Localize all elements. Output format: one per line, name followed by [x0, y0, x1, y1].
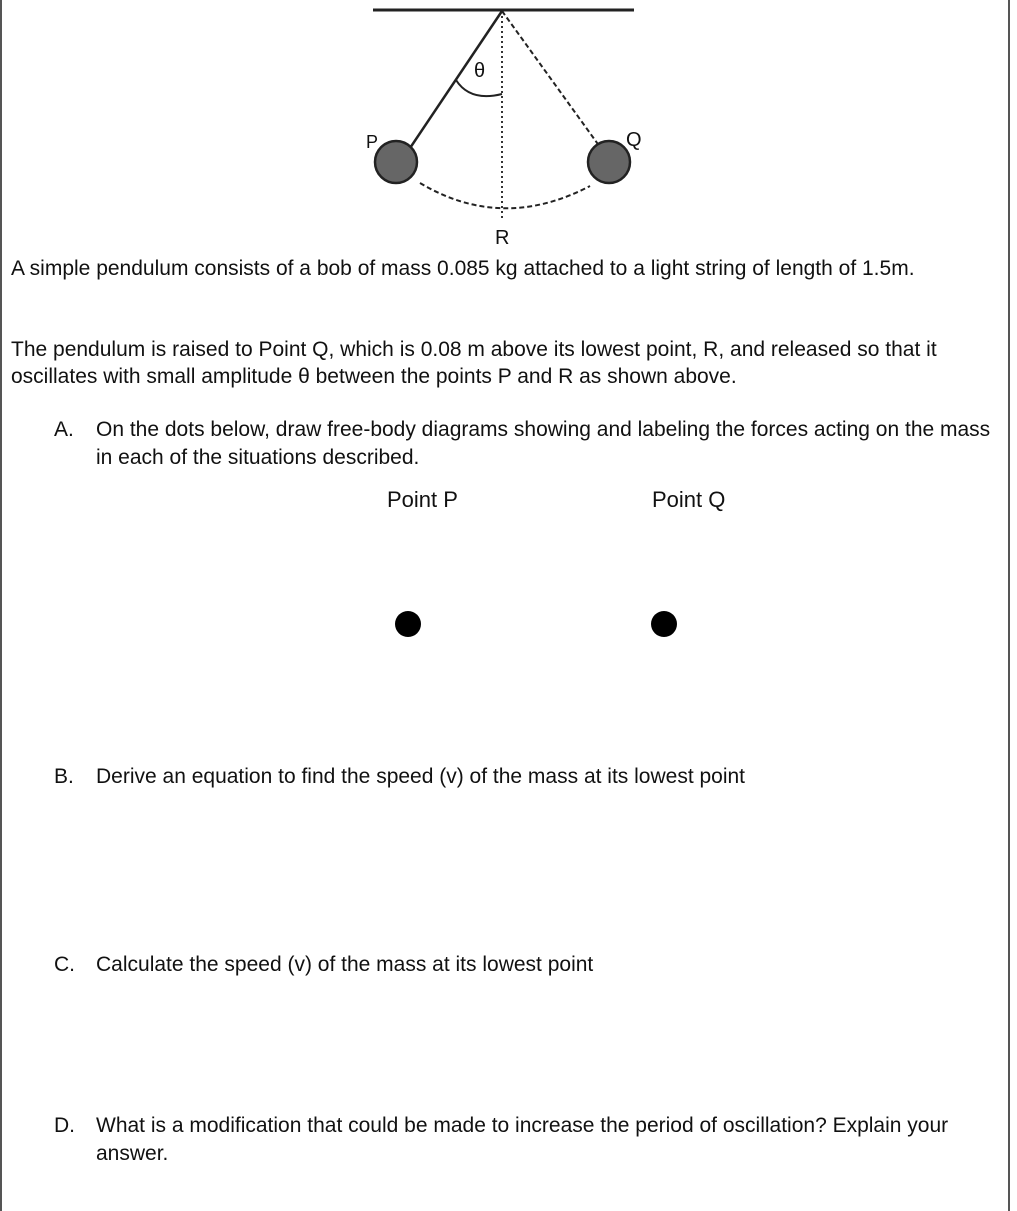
swing-arc: [420, 183, 590, 208]
label-r: R: [495, 227, 510, 249]
bob-p: [375, 141, 417, 183]
fbd-dot-p[interactable]: [395, 611, 421, 637]
intro-paragraph-2: The pendulum is raised to Point Q, which is 0.08 m above its lowest point, R, and released so that it oscillates with small amplitude θ between the points P and R as shown above.: [11, 338, 937, 388]
dashed-string-q: [502, 11, 600, 147]
fbd-dot-q[interactable]: [651, 611, 677, 637]
question-d: [54, 1112, 999, 1168]
label-p: P: [366, 132, 379, 152]
point-q-label: Point Q: [652, 487, 726, 512]
question-letter: D.: [54, 1114, 75, 1137]
pendulum-string: [404, 11, 502, 157]
question-letter: C.: [54, 953, 75, 976]
question-text: What is a modification that could be made to increase the period of oscillation? Explain your answer.: [96, 1114, 949, 1165]
question-b: [54, 763, 999, 791]
intro-paragraph-1: A simple pendulum consists of a bob of mass 0.085 kg attached to a light string of length of 1.5m.: [11, 257, 915, 280]
point-p-label: Point P: [387, 487, 458, 512]
theta-label: θ: [474, 60, 486, 82]
question-c: [54, 951, 999, 979]
question-text: Calculate the speed (v) of the mass at its lowest point: [96, 953, 594, 976]
label-q: Q: [626, 129, 642, 151]
bob-q: [588, 141, 630, 183]
question-text: On the dots below, draw free-body diagrams showing and labeling the forces acting on the mass in each of the situations described.: [96, 418, 991, 469]
question-text: Derive an equation to find the speed (v) of the mass at its lowest point: [96, 765, 746, 788]
question-a: [54, 416, 999, 472]
pendulum-diagram: [0, 0, 1017, 252]
question-letter: A.: [54, 418, 74, 441]
theta-arc: [456, 80, 502, 96]
question-letter: B.: [54, 765, 74, 788]
